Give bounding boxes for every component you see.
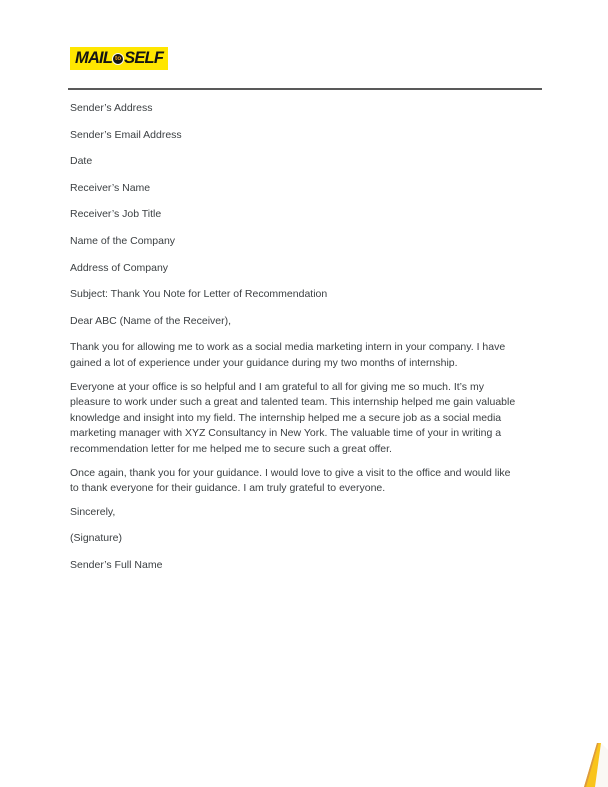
logo-badge-text: to <box>115 54 122 62</box>
closing-signature: (Signature) <box>70 532 122 545</box>
closing-sender-name: Sender’s Full Name <box>70 558 163 571</box>
logo-word-mail: MAIL <box>75 49 113 68</box>
body-paragraph-3 <box>70 466 570 497</box>
body-paragraph-1 <box>70 340 570 371</box>
paragraph-line: to thank everyone for their guidance. I am truly grateful to everyone. <box>70 482 386 495</box>
meta-line-company-address: Address of Company <box>70 261 169 274</box>
salutation-line: Dear ABC (Name of the Receiver), <box>70 314 232 327</box>
meta-line-receivers-job-title: Receiver’s Job Title <box>70 208 162 221</box>
body-paragraph-2 <box>70 380 570 458</box>
meta-line-senders-address: Sender’s Address <box>70 102 153 114</box>
subject-line: Subject: Thank You Note for Letter of Recommendation <box>70 288 328 301</box>
paragraph-line: recommendation letter for me helped me to secure such a great offer. <box>70 442 392 455</box>
meta-line-senders-email: Sender’s Email Address <box>70 128 182 141</box>
paragraph-line: pleasure to work under such a great and talented team. This internship helped me gain valuable <box>70 396 516 409</box>
meta-line-receivers-name: Receiver’s Name <box>70 181 151 194</box>
paragraph-line: gained a lot of experience under your guidance during my two months of internship. <box>70 356 458 369</box>
logo-to-badge-icon <box>112 53 124 65</box>
closing-sincerely: Sincerely, <box>70 505 116 518</box>
paragraph-line: Once again, thank you for your guidance. I would love to give a visit to the office and would like <box>70 466 511 479</box>
brand-logo <box>70 47 168 70</box>
meta-line-company-name: Name of the Company <box>70 234 176 247</box>
paragraph-line: marketing manager with XYZ Consultancy in New York. The valuable time of your in writing a <box>70 427 502 440</box>
letter-body <box>70 101 570 584</box>
corner-ribbon-decoration-icon <box>575 740 608 787</box>
meta-line-date: Date <box>70 155 93 168</box>
paragraph-line: Everyone at your office is so helpful and I am grateful to all for giving me so much. It’s my <box>70 380 484 393</box>
paragraph-line: Thank you for allowing me to work as a social media marketing intern in your company. I have <box>70 341 506 354</box>
paragraph-line: knowledge and insight into my field. The internship helped me a secure job as a social media <box>70 411 502 424</box>
header-divider <box>68 88 542 90</box>
logo-word-self: SELF <box>124 49 164 68</box>
